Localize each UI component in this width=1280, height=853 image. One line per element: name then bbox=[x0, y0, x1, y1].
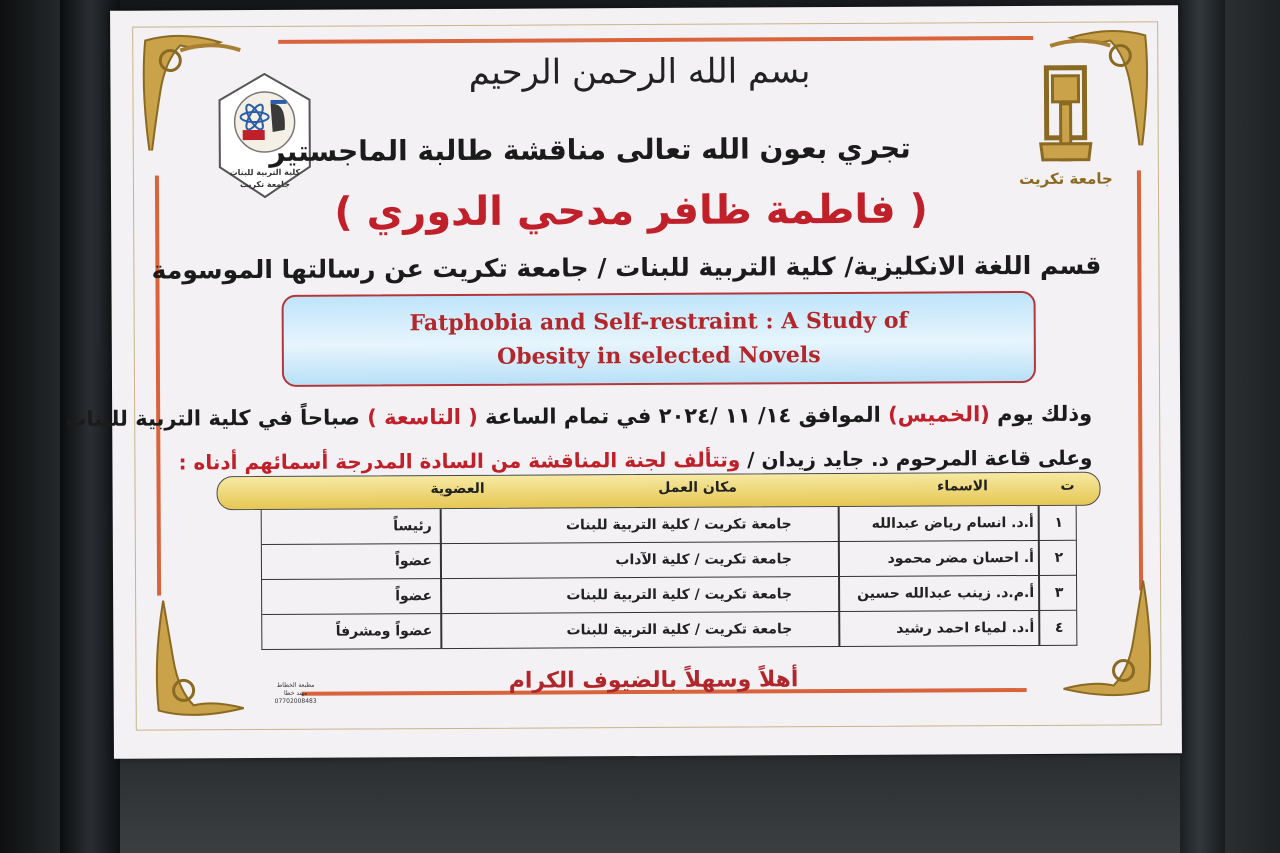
table-row bbox=[262, 541, 1076, 580]
table-header bbox=[216, 472, 1100, 511]
printer-phone: 07702008483 bbox=[274, 697, 317, 705]
cell-role: عضواً ومشرفاً bbox=[335, 623, 433, 640]
table-row bbox=[262, 576, 1076, 615]
header-name: الاسماء bbox=[937, 478, 988, 495]
header-index: ت bbox=[1060, 477, 1075, 494]
date-hour: ( التاسعة ) bbox=[367, 404, 478, 430]
cell-workplace: جامعة تكريت / كلية التربية للبنات bbox=[566, 586, 793, 604]
university-logo-text: جامعة تكريت bbox=[1019, 169, 1113, 189]
cell-name: أ. احسان مضر محمود bbox=[887, 549, 1034, 567]
department-line: قسم اللغة الانكليزية/ كلية التربية للبنات / جامعة تكريت عن رسالتها الموسومة bbox=[151, 250, 1102, 285]
thesis-title-line-2: Obesity in selected Novels bbox=[497, 342, 821, 370]
thesis-title-box bbox=[282, 291, 1036, 387]
cell-workplace: جامعة تكريت / كلية الآداب bbox=[615, 551, 792, 569]
college-logo-text-2: جامعة تكريت bbox=[239, 179, 290, 190]
hall-committee-line bbox=[178, 445, 1093, 475]
cell-index: ٣ bbox=[1054, 584, 1064, 601]
floor-reflection bbox=[120, 755, 1180, 853]
date-time-line bbox=[65, 401, 1093, 432]
committee-table bbox=[216, 472, 1101, 651]
header-role: العضوية bbox=[430, 480, 485, 498]
cell-role: عضواً bbox=[395, 588, 433, 605]
university-logo-emblem-icon bbox=[1010, 64, 1121, 175]
cell-name: أ.د. لمياء احمد رشيد bbox=[896, 619, 1035, 637]
committee-text: وتتألف لجنة المناقشة من السادة المدرجة أسمائهم أدناه : bbox=[178, 447, 741, 475]
hall-text: وعلى قاعة المرحوم د. جايد زيدان / bbox=[747, 445, 1093, 472]
printer-name: مطبعة الخطاط bbox=[276, 681, 315, 689]
student-name: ( فاطمة ظافر مدحي الدوري ) bbox=[334, 186, 928, 236]
cell-name: أ.د. انسام رياض عبدالله bbox=[871, 514, 1034, 532]
cell-index: ١ bbox=[1054, 514, 1064, 531]
cell-workplace: جامعة تكريت / كلية التربية للبنات bbox=[566, 621, 793, 639]
university-logo bbox=[1010, 64, 1121, 195]
printer-credit bbox=[266, 682, 326, 706]
cell-index: ٢ bbox=[1054, 549, 1064, 566]
cell-role: رئيساً bbox=[393, 518, 432, 535]
header-workplace: مكان العمل bbox=[658, 479, 737, 496]
cell-index: ٤ bbox=[1054, 619, 1064, 636]
college-logo-text-1: كلية التربية للبنات bbox=[229, 167, 301, 178]
basmala: بسم الله الرحمن الرحيم bbox=[468, 51, 811, 93]
announcement-banner bbox=[65, 5, 1182, 759]
date-suffix: صباحاً في كلية التربية للبنات bbox=[65, 405, 360, 432]
table-body bbox=[261, 506, 1078, 650]
door-frame-right bbox=[1175, 0, 1225, 853]
table-row bbox=[262, 611, 1076, 649]
printer-owner: مهند خطا bbox=[283, 689, 308, 697]
date-value: الموافق ١٤/ ١١ /٢٠٢٤ في تمام الساعة bbox=[485, 402, 881, 429]
cell-role: عضواً bbox=[394, 553, 432, 570]
welcome-line: أهلاً وسهلاً بالضيوف الكرام bbox=[508, 667, 799, 694]
cell-workplace: جامعة تكريت / كلية التربية للبنات bbox=[565, 516, 792, 534]
table-row bbox=[262, 506, 1076, 545]
cell-name: أ.م.د. زينب عبدالله حسين bbox=[857, 584, 1035, 602]
thesis-title-line-1: Fatphobia and Self-restraint : A Study of bbox=[409, 307, 909, 337]
intro-line: تجري بعون الله تعالى مناقشة طالبة الماجستير bbox=[269, 131, 911, 168]
date-prefix: وذلك يوم bbox=[997, 401, 1093, 427]
date-day: (الخميس) bbox=[888, 402, 990, 427]
